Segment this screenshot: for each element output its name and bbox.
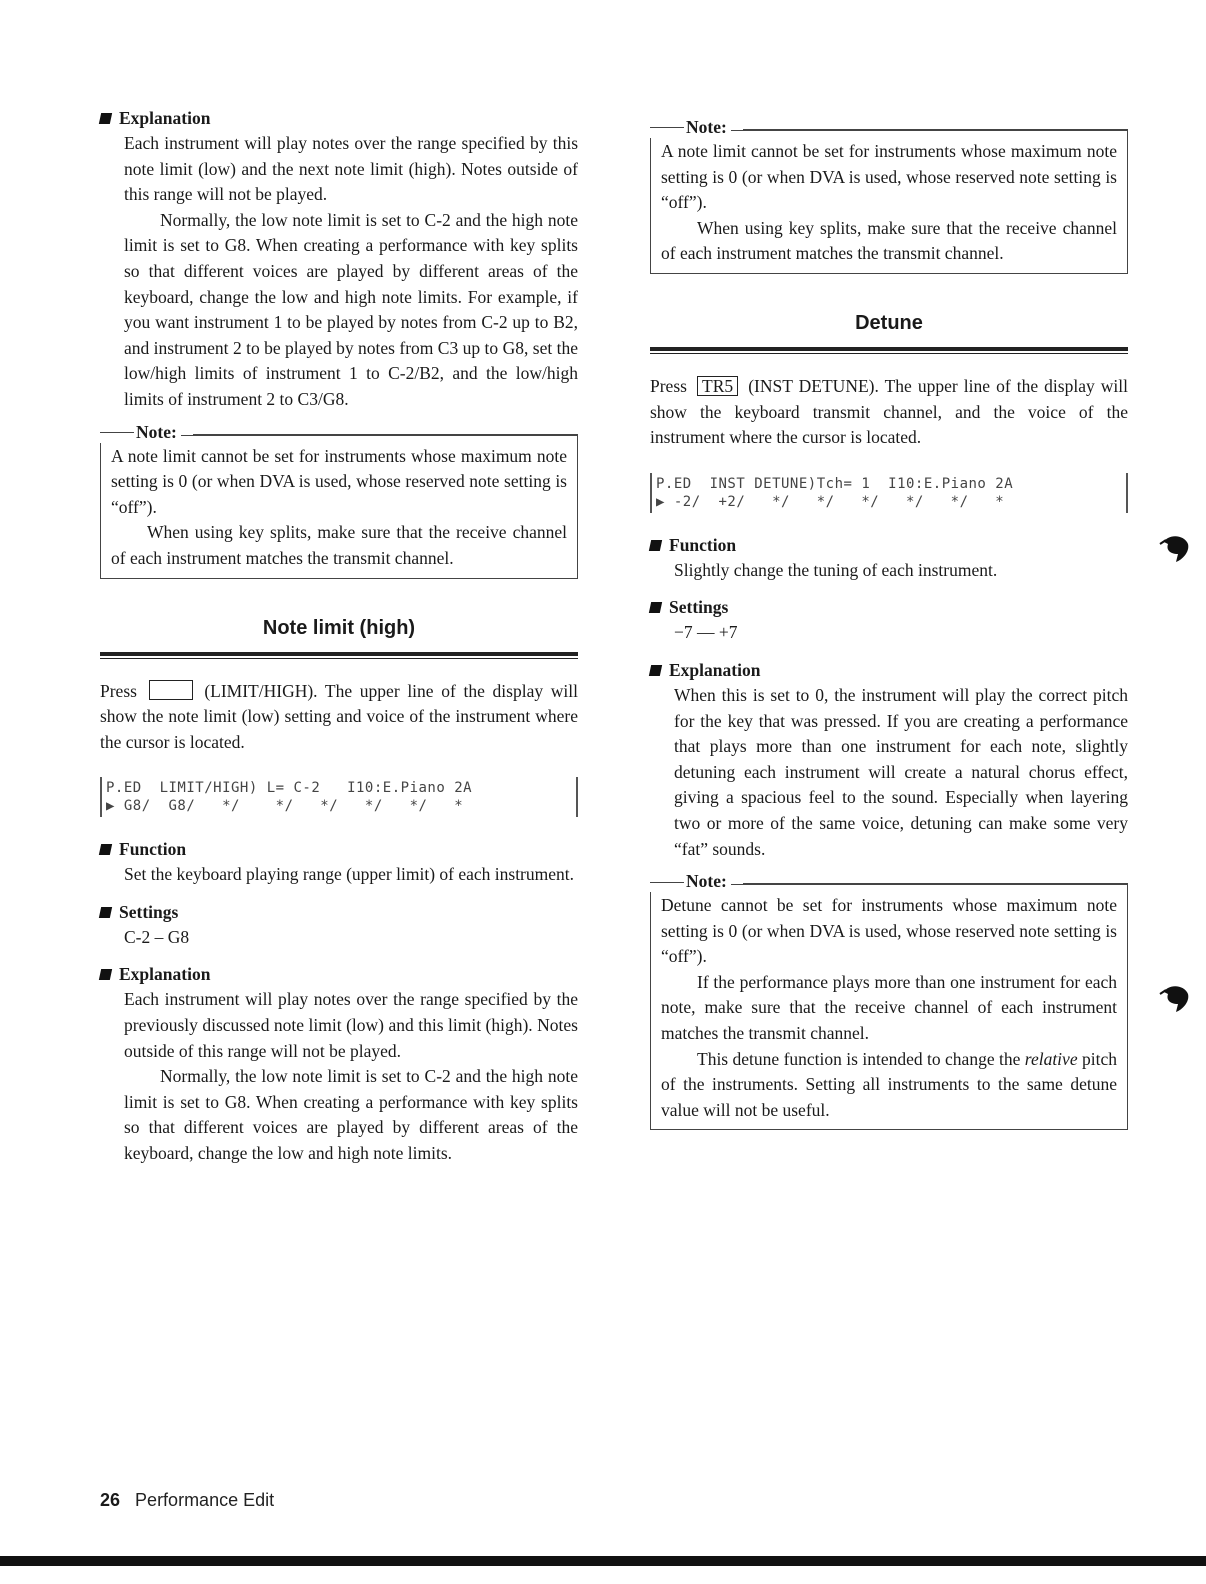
bottom-bar — [0, 1556, 1206, 1566]
divider — [650, 347, 1128, 351]
note-title-rule — [743, 129, 1128, 130]
square-bullet-icon — [99, 907, 112, 918]
note-box: Note: A note limit cannot be set for instruments whose maximum note setting is 0 (or when DVA is used, whose reserved note setting is “off”). When using key splits, make sure that the receive channel of each instrument matches the transmit channel. — [650, 130, 1128, 274]
function-section: Function Slightly change the tuning of each instrument. — [650, 535, 1128, 584]
explanation-paragraph: Each instrument will play notes over the range specified by this note limit (low) and the next note limit (high). Notes outside of this range will not be played. — [124, 133, 578, 205]
square-bullet-icon — [649, 665, 662, 676]
page-footer — [100, 1490, 274, 1511]
margin-mark-icon — [1158, 980, 1192, 1014]
press-instruction: Press TR5 (INST DETUNE). The upper line of the display will show the keyboard transmit channel, and the voice of the instrument where the cursor is located. — [650, 375, 1128, 448]
note-title-rule — [743, 883, 1128, 884]
square-bullet-icon — [649, 602, 662, 613]
explanation-paragraph: Normally, the low note limit is set to C-2 and the high note limit is set to G8. When creating a performance with key splits so that different voices are played by different areas of the keyboard, change the low and high note limits. For example, if you want instrument 1 to be played by notes from C-2 up to B2, and instrument 2 to be played by notes from C3 up to G8, set the low/high limits of instrument 1 to C-2/B2, and the low/high limits of instrument 2 to C3/G8. — [124, 209, 578, 409]
left-column — [100, 108, 578, 1181]
blank-key-icon — [149, 680, 193, 700]
note-paragraph: A note limit cannot be set for instruments whose maximum note setting is 0 (or when DVA is used, whose reserved note setting is “off”). — [111, 445, 567, 517]
function-section: Function Set the keyboard playing range (upper limit) of each instrument. — [100, 839, 578, 888]
divider — [650, 353, 1128, 354]
press-instruction: Press (LIMIT/HIGH). The upper line of the display will show the note limit (low) setting and voice of the instrument where the cursor is located. — [100, 680, 579, 752]
section-title: Detune — [855, 311, 923, 334]
explanation-heading: Explanation — [100, 108, 578, 129]
margin-mark-icon — [1158, 530, 1192, 564]
section-header-detune — [650, 312, 1128, 354]
explanation-section-1 — [100, 108, 578, 413]
note-title-rule — [193, 434, 578, 435]
tr5-key: TR5 — [697, 376, 738, 396]
note-title: Note: — [650, 871, 731, 892]
settings-section: Settings C-2 – G8 — [100, 902, 578, 951]
square-bullet-icon — [99, 113, 112, 124]
note-box — [100, 421, 578, 579]
explanation-section-2: Explanation Each instrument will play notes over the range specified by the previously discussed note limit (low) and this limit (high). Notes outside of this range will not be played. Normally, the low note limit is set to C-2 and the high note limit is set to G8. When creating a performance with key splits so that different voices are played by different areas of the keyboard, change the low and high note limits. — [100, 964, 578, 1166]
lcd-display: P.ED LIMIT/HIGH) L= C-2 I10:E.Piano 2A ▶ G8/ G8/ */ */ */ */ */ * — [100, 777, 578, 817]
settings-section: Settings −7 — +7 — [650, 597, 1128, 646]
divider — [100, 658, 578, 659]
page-number: 26 — [100, 1490, 121, 1510]
right-column — [650, 108, 1128, 1130]
section-header-note-limit-high — [100, 617, 578, 659]
note-title: Note: — [650, 117, 731, 138]
section-title: Note limit (high) — [262, 616, 416, 639]
explanation-section: Explanation When this is set to 0, the instrument will play the correct pitch for the key that was pressed. If you are creating a performance that plays more than one instrument for each note, slightly detuning each instrument will create a natural chorus effect, giving a spacious feel to the sound. Especially when layering two or more of the same voice, detuning can make some very “fat” sounds. — [650, 660, 1128, 862]
note-paragraph: When using key splits, make sure that the receive channel of each instrument matches the transmit channel. — [111, 522, 567, 568]
note-box: Note: Detune cannot be set for instruments whose maximum note setting is 0 (or when DVA is used, whose reserved note setting is “off”). If the performance plays more than one instrument for each note, make sure that the receive channel of each instrument matches the transmit channel. This detune function is intended to change the relative pitch of the instruments. Setting all instruments to the same detune value will not be useful. — [650, 884, 1128, 1130]
divider — [100, 652, 578, 656]
lcd-display: P.ED INST DETUNE)Tch= 1 I10:E.Piano 2A ▶ -2/ +2/ */ */ */ */ */ * — [650, 473, 1128, 513]
chapter-title: Performance Edit — [135, 1490, 275, 1510]
square-bullet-icon — [99, 844, 112, 855]
square-bullet-icon — [99, 969, 112, 980]
square-bullet-icon — [649, 540, 662, 551]
note-title: Note: — [100, 422, 181, 443]
